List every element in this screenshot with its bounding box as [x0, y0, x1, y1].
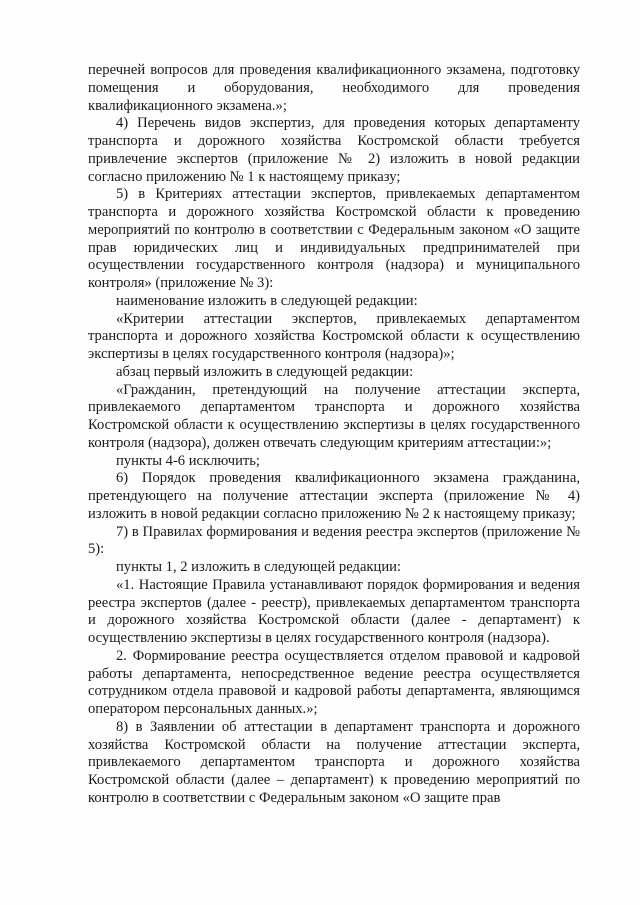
- paragraph-criteria-title: «Критерии аттестации экспертов, привлекаемых департаментом транспорта и дорожного хозяйства Костромской области к осуществлению экспертизы в целях государственного контроля (надзора)»;: [88, 310, 580, 362]
- paragraph-item-4: 4) Перечень видов экспертиз, для проведения которых департаменту транспорта и дорожного хозяйства Костромской области требуется привлечение экспертов (приложение № 2) изложить в новой редакции согласно приложению № 1 к настоящему приказу;: [88, 115, 580, 185]
- paragraph-item-8: 8) в Заявлении об аттестации в департамент транспорта и дорожного хозяйства Костромской области на получение аттестации эксперта, привлекаемого департаментом транспорта и дорожного хозяйства Костромской области (далее – департамент) к проведению мероприятий по контролю в соответствии с Федеральным законом «О защите прав: [88, 718, 580, 806]
- paragraph-item-6: 6) Порядок проведения квалификационного экзамена гражданина, претендующего на получение аттестации эксперта (приложение № 4) изложить в новой редакции согласно приложению № 2 к настоящему приказу;: [88, 470, 580, 522]
- paragraph-exam-list-continuation: перечней вопросов для проведения квалификационного экзамена, подготовку помещения и оборудования, необходимого для проведения квалификационного экзамена.»;: [88, 62, 580, 114]
- document-body: [88, 62, 580, 808]
- paragraph-rule-2: 2. Формирование реестра осуществляется отделом правовой и кадровой работы департамента, непосредственное ведение реестра осуществляется сотрудником отдела правовой и кадровой работы департамента, являющимся оператором персональных данных.»;: [88, 647, 580, 717]
- paragraph-exclude-items: пункты 4-6 исключить;: [116, 452, 260, 469]
- paragraph-items-1-2-edit: пункты 1, 2 изложить в следующей редакции:: [116, 559, 401, 575]
- paragraph-citizen-criteria: «Гражданин, претендующий на получение аттестации эксперта, привлекаемого департаментом транспорта и дорожного хозяйства Костромской области к осуществлению экспертизы в целях государственного контроля (надзора), должен отвечать следующим критериям аттестации:»;: [88, 381, 580, 451]
- paragraph-item-5: 5) в Критериях аттестации экспертов, привлекаемых департаментом транспорта и дорожного хозяйства Костромской области к проведению мероприятий по контролю в соответствии с Федеральным законом «О защите прав юридических лиц и индивидуальных предпринимателей при осуществлении государственного контроля (надзора) и муниципального контроля» (приложение № 3):: [88, 186, 580, 291]
- paragraph-rule-1: «1. Настоящие Правила устанавливают порядок формирования и ведения реестра экспертов (далее - реестр), привлекаемых департаментом транспорта и дорожного хозяйства Костромской области (далее - департамент) к осуществлению экспертизы в целях государственного контроля (надзора).: [88, 576, 580, 646]
- paragraph-first-abzac: абзац первый изложить в следующей редакции:: [116, 363, 414, 380]
- paragraph-item-7: 7) в Правилах формирования и ведения реестра экспертов (приложение № 5):: [88, 523, 580, 558]
- paragraph-name-edit: наименование изложить в следующей редакции:: [116, 292, 418, 309]
